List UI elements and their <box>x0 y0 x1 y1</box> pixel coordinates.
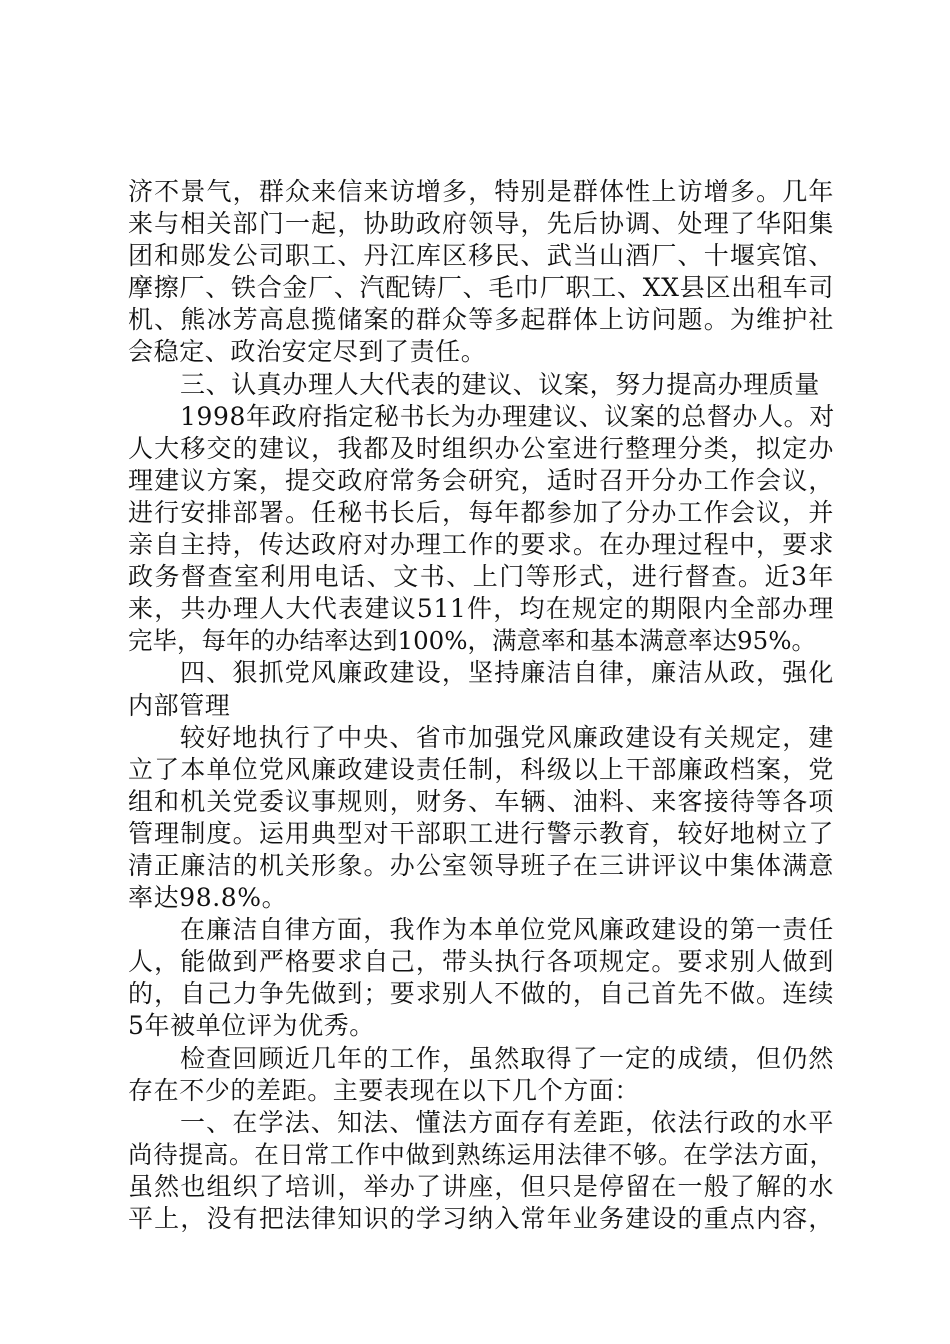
text-line: 摩擦厂、铁合金厂、汽配铸厂、毛巾厂职工、XX县区出租车司 <box>128 273 834 303</box>
text-line: 较好地执行了中央、省市加强党风廉政建设有关规定，建 <box>180 722 834 752</box>
text-line: 来，共办理人大代表建议511件，均在规定的期限内全部办理 <box>128 594 834 624</box>
text-line: 存在不少的差距。主要表现在以下几个方面： <box>128 1075 641 1105</box>
text-line: 立了本单位党风廉政建设责任制，科级以上干部廉政档案，党 <box>128 754 834 784</box>
text-line: 会稳定、政治安定尽到了责任。 <box>128 337 487 367</box>
text-line: 平上，没有把法律知识的学习纳入常年业务建设的重点内容， <box>128 1204 834 1233</box>
text-line: 理建议方案，提交政府常务会研究，适时召开分办工作会议， <box>128 465 834 495</box>
text-line: 虽然也组织了培训，举办了讲座，但只是停留在一般了解的水 <box>128 1171 834 1201</box>
text-line: 管理制度。运用典型对干部职工进行警示教育，较好地树立了 <box>128 818 834 848</box>
text-line: 政务督查室利用电话、文书、上门等形式，进行督查。近3年 <box>128 562 834 592</box>
text-line: 人，能做到严格要求自己，带头执行各项规定。要求别人做到 <box>128 947 834 977</box>
text-line: 检查回顾近几年的工作，虽然取得了一定的成绩，但仍然 <box>180 1043 834 1073</box>
text-line: 一、在学法、知法、懂法方面存有差距，依法行政的水平 <box>180 1107 834 1137</box>
section-heading: 三、认真办理人大代表的建议、议案，努力提高办理质量 <box>180 369 821 399</box>
text-line: 1998年政府指定秘书长为办理建议、议案的总督办人。对 <box>180 401 835 431</box>
text-line: 人大移交的建议，我都及时组织办公室进行整理分类，拟定办 <box>128 433 834 463</box>
text-line: 组和机关党委议事规则，财务、车辆、油料、来客接待等各项 <box>128 786 834 816</box>
section-heading: 四、狠抓党风廉政建设，坚持廉洁自律，廉洁从政，强化 <box>180 658 834 688</box>
section-heading: 内部管理 <box>128 690 231 720</box>
text-line: 来与相关部门一起，协助政府领导，先后协调、处理了华阳集 <box>128 209 834 239</box>
text-line: 在廉洁自律方面，我作为本单位党风廉政建设的第一责任 <box>180 915 834 945</box>
document-body <box>128 176 834 1235</box>
text-line: 尚待提高。在日常工作中做到熟练运用法律不够。在学法方面， <box>128 1139 834 1169</box>
text-line: 清正廉洁的机关形象。办公室领导班子在三讲评议中集体满意 <box>128 850 834 880</box>
text-line: 进行安排部署。任秘书长后，每年都参加了分办工作会议，并 <box>128 497 834 527</box>
text-line: 团和郧发公司职工、丹江库区移民、武当山酒厂、十堰宾馆、 <box>128 241 834 271</box>
text-line: 亲自主持，传达政府对办理工作的要求。在办理过程中，要求 <box>128 530 834 560</box>
text-line: 机、熊冰芳高息揽储案的群众等多起群体上访问题。为维护社 <box>128 305 834 335</box>
text-line: 的，自己力争先做到；要求别人不做的，自己首先不做。连续 <box>128 979 834 1009</box>
text-line: 完毕，每年的办结率达到100%，满意率和基本满意率达95%。 <box>128 626 816 656</box>
text-line: 率达98.8%。 <box>128 883 288 913</box>
text-line: 济不景气，群众来信来访增多，特别是群体性上访增多。几年 <box>128 177 834 206</box>
text-line: 5年被单位评为优秀。 <box>128 1011 375 1041</box>
